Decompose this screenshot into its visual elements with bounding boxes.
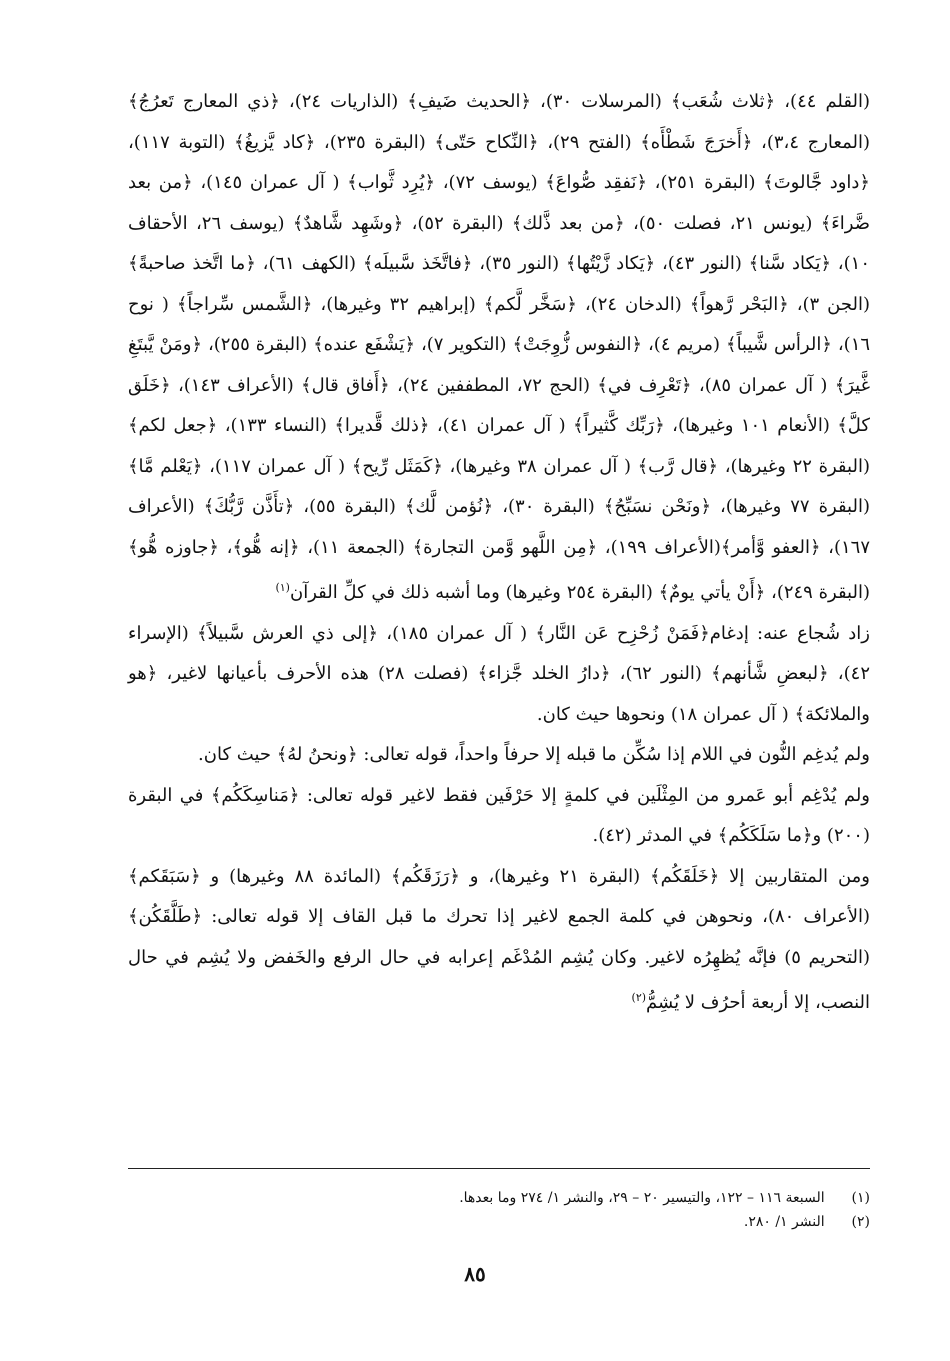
paragraph-1-text: (القلم ٤٤)، ﴿ثلاث شُعَب﴾ (المرسلات ٣٠)، ﴿الحديث ضَيفِ﴾ (الذاريات ٢٤)، ﴿ذي المعارج تَعرُجُ﴾ (المعارج ٣،٤)، ﴿أَخرَجَ شَطْأَه﴾ (الفتح ٢٩)، ﴿النِّكاح حَتّى﴾ (البقرة ٢٣٥)، ﴿كاد يَّزيغُ﴾ (التوبة ١١٧)، ﴿داود جَّالوتَ﴾ (البقرة ٢٥١)، ﴿نَفقِد صُّواعَ﴾ (يوسف ٧٢)، ﴿يُرِد ثَّواب﴾ ( آل عمران ١٤٥)، ﴿من بعد ضَّراءَ﴾ (يونس ٢١، فصلت ٥٠)، ﴿من بعد ذَّلك﴾ (البقرة ٥٢)، ﴿وشَهِد شَّاهدٌ﴾ (يوسف ٢٦، الأحقاف ١٠)، ﴿يَكاد سَّنا﴾ (النور ٤٣)، ﴿يَكاد زَّيْتُها﴾ (النور ٣٥)، ﴿فاتَّخَذ سَّبيلَه﴾ (الكهف ٦١)، ﴿ما اتَّخذ صاحبةً﴾ (الجن ٣)، ﴿البَحْر رَّهواً﴾ (الدخان ٢٤)، ﴿سَخَّر لَّكم﴾ (إبراهيم ٣٢ وغيرها)، ﴿الشَّمس سِّراجاً﴾ ( نوح ١٦)، ﴿الرأس شَّيباً﴾ (مريم ٤)، ﴿النفوس زُّوِجَتْ﴾ (التكوير ٧)، ﴿يَشْفَع عنده﴾ (البقرة ٢٥٥)، ﴿ومَنْ يَّبتَغِ غَّيرَ﴾ ( آل عمران ٨٥)، ﴿تَعْرِف في﴾ (الحج ٧٢، المطففين ٢٤)، ﴿أَفاق قال﴾ (الأعراف ١٤٣)، ﴿خَلَق كلَّ﴾ (الأنعام ١٠١ وغيرها)، ﴿رَبِّك كَّثيراً﴾ ( آل عمران ٤١)، ﴿ذلك قَّديرا﴾ (النساء ١٣٣)، ﴿جعل لكم﴾ (البقرة ٢٢ وغيرها)، ﴿قال رَّب﴾ ( آل عمران ٣٨ وغيرها)، ﴿كَمَثَل رِّيح﴾ ( آل عمران ١١٧)، ﴿يَعْلم مَّا﴾ (البقرة ٧٧ وغيرها)، ﴿ونَحْن نسَبِّحُ﴾ (البقرة ٣٠)، ﴿نُؤمن لَّك﴾ (البقرة ٥٥)، ﴿تأَذَّن رَّبُّكَ﴾ (الأعراف ١٦٧)، ﴿العفو وَّأمر﴾(الأعراف ١٩٩)، ﴿مِن اللَّهو وَّمن التجارة﴾ (الجمعة ١١)، ﴿إنه هُّو﴾، ﴿جاوزه هُّو﴾ (البقرة ٢٤٩)، ﴿أَنْ يأتي يومٌ﴾ (البقرة ٢٥٤ وغيرها) وما أشبه ذلك في كلِّ القرآن (128, 91, 871, 603)
footnote-number: (٢) (851, 1214, 870, 1230)
paragraph-2: زاد شُجاع عنه: إدغام﴿فَمَنْ زُحْزِح عَن النَّار﴾ ( آل عمران ١٨٥)، ﴿إلى ذي العرش سَّبيلاً﴾ (الإسراء ٤٢)، ﴿لبعضِ شَّأنهم﴾ (النور ٦٢)، ﴿دارُ الخلد جَّزاء﴾ (فصلت ٢٨) هذه الأحرف بأعيانها لاغير، ﴿هو والملائكة﴾ ( آل عمران ١٨) ونحوها حيث كان. (128, 622, 870, 725)
paragraph-5 (128, 857, 870, 1024)
footnote-2 (128, 1210, 870, 1234)
footnote-ref-1: (١) (275, 581, 290, 594)
footnote-text: السبعة ١١٦ – ١٢٢، والتيسير ٢٠ – ٢٩، والنشر ١/ ٢٧٤ وما بعدها. (459, 1190, 825, 1206)
footnote-text: النشر ١/ ٢٨٠. (743, 1214, 825, 1230)
footnote-1 (128, 1186, 870, 1210)
paragraph-4: ولم يُدْغِم أبو عَمرو من المِثْلَين في كلمةٍ إلا حَرْفَين فقط لاغير قوله تعالى: ﴿مَناسِكَكُم﴾ في البقرة (٢٠٠) و﴿ما سَلَكَكُم﴾ في المدثر (٤٢). (128, 784, 870, 846)
paragraph-1 (128, 82, 870, 614)
footnote-ref-2: (٢) (631, 991, 647, 1004)
page-number: ٨٥ (464, 1262, 486, 1286)
footnotes (128, 1186, 870, 1234)
footnote-number: (١) (851, 1190, 870, 1206)
paragraph-5-text: ومن المتقاربين إلا ﴿خَلَقَكُم﴾ (البقرة ٢١ وغيرها)، و ﴿رَزَقَكُم﴾ (المائدة ٨٨ وغيرها) و ﴿سَبَقَكم﴾ (الأعراف ٨٠)، ونحوهن في كلمة الجمع لاغير إذا تحرك ما قبل القاف إلا قوله تعالى: ﴿طَلَّقَكُن﴾ (التحريم ٥) فإنَّه يُظهِرُه لاغير. وكان يُشِم المُدْغَم إعرابه في حال الرفع والخَفض ولا يُشِم في حال النصب، إلا أربعة أحرُف لا يُشِمُّ (128, 865, 871, 1013)
paragraph-3: ولم يُدغِم النُّون في اللام إذا سُكِّن ما قبله إلا حرفاً واحداً، قوله تعالى: ﴿ونحنُ لهُ﴾ حيث كان. (198, 744, 870, 765)
main-text-block (128, 82, 870, 1024)
footnote-divider (128, 1168, 870, 1169)
